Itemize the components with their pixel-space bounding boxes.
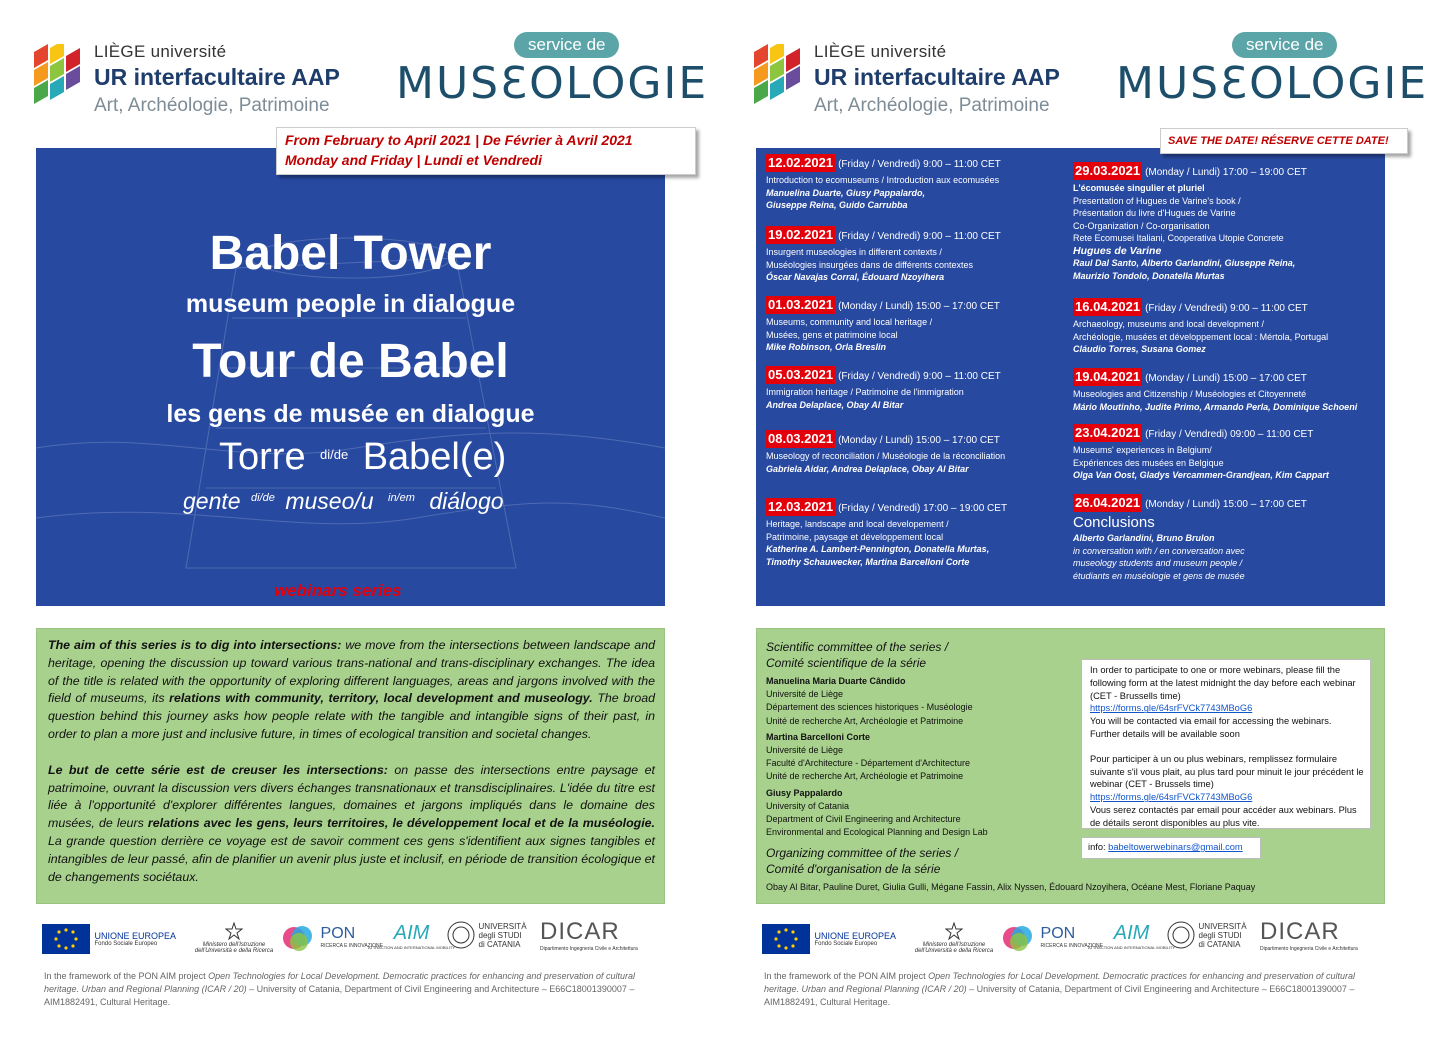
sponsor-bar-right (762, 918, 1382, 960)
event-date: 12.03.2021 (768, 499, 834, 514)
event-10-names: Olga Van Oost, Gladys Vercammen-Grandjean, Kim Cappart (1073, 470, 1329, 480)
event-7-line: Rete Ecomusei Italiani, Cooperativa Utopie Concrete (1073, 233, 1284, 243)
intro-en-text2: The broad question behind this journey asks how people relate with the tangible and intangible signs of their past, in order to plan a more just and inclusive future, in times of ecological transition and societal changes. (48, 691, 656, 741)
event-9 (1073, 368, 1357, 413)
unict-logo-right (1166, 920, 1247, 950)
event-line: Patrimoine, paysage et développement local (766, 531, 944, 542)
info-fr2: Vous serez contactés par email pour accéder aux webinars. Plus de détails seront disponibles au plus vite. (1090, 804, 1357, 828)
eu-logo (42, 924, 176, 954)
footer-right-t2: Open Technologies for Local Development. Democratic practices for enhancing and preservation of cultural heritage. Urban and Regional Planning (ICAR / 20) (764, 971, 1355, 994)
event-7-speaker: Hugues de Varine (1073, 244, 1162, 257)
committee-member (766, 731, 1086, 784)
mail-box (1081, 837, 1261, 859)
hero-panel (36, 148, 665, 606)
event-11-line: étudiants en muséologie et gens de musée (1073, 570, 1245, 581)
event-10-when: (Friday / Vendredi) 09:00 – 11:00 CET (1145, 429, 1314, 440)
footer-left-t3: – University of Catania, Department of Civil Engineering and Architecture – E66C18001390007 – AIM1882491, Cultural Heritage. (44, 984, 635, 1007)
event-9-date: 19.04.2021 (1075, 369, 1141, 384)
event-names: Óscar Navajas Corral, Édouard Nzoyihera (766, 272, 945, 282)
event-names: Timothy Schauwecker, Martina Barcelloni Corte (766, 556, 970, 567)
member-name: Giusy Pappalardo (766, 787, 843, 798)
event-7-line: Presentation of Hugues de Varine's book / (1073, 195, 1241, 206)
pon-label-right: PON (1040, 925, 1076, 942)
right-header (754, 35, 1429, 124)
event-5 (766, 430, 1005, 475)
footer-left-t2: Open Technologies for Local Development. Democratic practices for enhancing and preservation of cultural heritage. Urban and Regional Planning (ICAR / 20) (44, 971, 635, 994)
pon-label: PON (320, 925, 356, 942)
es-inem: in/em (388, 492, 415, 504)
event-7-names: Raul Dal Santo, Alberto Garlandini, Giuseppe Reina, (1073, 258, 1296, 268)
event-when: (Friday / Vendredi) 17:00 – 19:00 CET (838, 503, 1008, 514)
save-date-label: SAVE THE DATE! RÉSERVE CETTE DATE! (1168, 135, 1389, 147)
event-names: Giuseppe Reina, Guido Carrubba (766, 200, 908, 210)
eu-sub-right: Fondo Sociale Europeo (814, 941, 878, 947)
event-6 (766, 498, 1007, 568)
dates-line1: From February to April 2021 | De Février à Avril 2021 (285, 132, 633, 148)
title-fr: Tour de Babel (192, 335, 509, 388)
it-torre: Torre (219, 436, 306, 478)
event-10-date: 23.04.2021 (1075, 425, 1141, 440)
event-names: Gabriela Aidar, Andrea Delaplace, Obay Al Bitar (766, 463, 969, 474)
committee-member (766, 675, 1086, 728)
event-line: Immigration heritage / Patrimoine de l'immigration (766, 387, 964, 397)
ministry-label-right: Ministero dell'Istruzione dell'Università e della Ricerca (914, 942, 994, 954)
aim-sub: ATTRACTION AND INTERNATIONAL MOBILITY (368, 945, 456, 950)
mail-link[interactable]: babeltowerwebinars@gmail.com (1108, 842, 1243, 852)
committee-box (756, 628, 1385, 904)
event-names: Mike Robinson, Orla Breslin (766, 342, 887, 352)
event-line: Museology of reconciliation / Muséologie de la réconciliation (766, 451, 1006, 461)
ministry-emblem-icon-right (945, 922, 963, 940)
event-date: 19.02.2021 (768, 227, 834, 242)
member-name: Martina Barcelloni Corte (766, 731, 871, 742)
eu-flag-icon-right (762, 924, 810, 954)
event-11 (1073, 494, 1307, 582)
unict-seal-icon-right (1166, 920, 1196, 950)
member-line: Unité de recherche Art, Archéologie et Patrimoine (766, 771, 964, 782)
member-name: Manuelina Maria Duarte Cândido (766, 676, 906, 686)
event-7-when: (Monday / Lundi) 17:00 – 19:00 CET (1145, 167, 1307, 178)
event-11-line: in conversation with / en conversation avec (1073, 545, 1245, 556)
sci-heading-2: Comité scientifique de la série (766, 656, 927, 670)
event-10 (1073, 424, 1329, 482)
form-link[interactable]: https://forms.gle/64srFVCk7743MBoG6 (1090, 703, 1253, 714)
event-10-line: Expériences des musées en Belgique (1073, 457, 1224, 468)
event-3 (766, 296, 1000, 354)
intro-fr-bold2: relations avec les gens, leurs territoires, le développement local et de la muséologie. (147, 816, 655, 831)
org-heading-1: Organizing committee of the series / (766, 846, 959, 861)
liege-cube-logo-icon-right (754, 44, 806, 106)
event-line: Musées, gens et patrimoine local (766, 329, 898, 340)
event-7-date: 29.03.2021 (1075, 163, 1141, 178)
intro-fr-text1: on passe des intersections entre paysage et patrimoine, ouvrant la discussion vers divers échanges transnationaux et transdisciplinaires. L'idée du titre est liée à l'opportunité d'explorer différentes langues, domaines et jargons impliqués dans le domaine des musées, de leurs (48, 762, 655, 831)
event-line: Museums, community and local heritage / (766, 317, 933, 327)
unict-seal-icon (446, 920, 476, 950)
committee-column (766, 639, 1086, 877)
unict-l1: UNIVERSITÀ (478, 921, 527, 931)
member-line: Department of Civil Engineering and Architecture (766, 814, 961, 825)
event-names: Manuelina Duarte, Giusy Pappalardo, (766, 187, 926, 198)
intro-box (36, 628, 665, 904)
uni-name-rest-right: université (870, 42, 947, 61)
event-1 (766, 154, 1001, 212)
es-dide: di/de (251, 492, 275, 504)
unict-l3-right: di CATANIA (1198, 939, 1241, 949)
member-line: Environmental and Ecological Planning and Design Lab (766, 827, 988, 838)
event-when: (Monday / Lundi) 15:00 – 17:00 CET (838, 435, 1000, 446)
dicar-label: DICAR (540, 918, 620, 945)
es-dialogo: diálogo (429, 488, 504, 514)
eu-label: UNIONE EUROPEA (94, 931, 177, 941)
eu-flag-icon (42, 924, 90, 954)
ministry-emblem-icon (225, 922, 243, 940)
footer-left (44, 970, 664, 1009)
title-en: Babel Tower (209, 227, 492, 280)
event-11-line: museology students and museum people / (1073, 558, 1243, 568)
event-line: Heritage, landscape and local developement / (766, 519, 949, 529)
event-11-when: (Monday / Lundi) 15:00 – 17:00 CET (1145, 499, 1307, 510)
eu-logo-right (762, 924, 896, 954)
pon-sub-right: RICERCA E INNOVAZIONE (1040, 943, 1103, 949)
event-date: 01.03.2021 (768, 297, 834, 312)
event-9-when: (Monday / Lundi) 15:00 – 17:00 CET (1145, 373, 1307, 384)
intro-en (48, 637, 655, 744)
event-names: Katherine A. Lambert-Pennington, Donatella Murtas, (766, 544, 990, 554)
subtitle-fr: les gens de musée en dialogue (166, 400, 535, 428)
pon-circles-icon (282, 922, 318, 952)
uni-subtitle: Art, Archéologie, Patrimoine (94, 95, 330, 116)
webinars-label: webinars series (274, 581, 402, 600)
uni-unit-right: UR interfacultaire AAP (814, 64, 1060, 90)
dates-line2: Monday and Friday | Lundi et Vendredi (285, 152, 542, 168)
event-7 (1073, 162, 1307, 282)
org-names: Obay Al Bitar, Pauline Duret, Giulia Gulli, Mégane Fassin, Alix Nyssen, Édouard Nzoyihera, Océane Mest, Floriane Paquay (766, 882, 1256, 892)
member-line: Université de Liège (766, 745, 844, 756)
event-date: 05.03.2021 (768, 367, 834, 382)
it-babel: Babel(e) (362, 436, 507, 478)
subtitle-en: museum people in dialogue (185, 290, 516, 318)
event-date: 08.03.2021 (768, 431, 834, 446)
dicar-sub-right: Dipartimento Ingegneria Civile e Architettura (1260, 946, 1358, 952)
info-fr1: Pour participer à un ou plus webinars, remplissez formulaire suivante s'il vous plait, au plus tard pour minuit le jour précédent le webinar (CET - Brussels time) (1090, 753, 1364, 790)
aim-label: AIM (393, 922, 430, 944)
event-line: Introduction to ecomuseums / Introduction aux ecomusées (766, 175, 1000, 185)
event-7-title: L'écomusée singulier et pluriel (1073, 183, 1205, 193)
footer-right-t1: In the framework of the PON AIM project (764, 971, 929, 981)
sponsor-bar-left (42, 918, 662, 960)
it-dide: di/de (320, 447, 349, 462)
dicar-sub: Dipartimento Ingegneria Civile e Architettura (540, 946, 638, 952)
museologie-logo: MUSƐOLOGIE (396, 58, 709, 109)
member-line: Université de Liège (766, 689, 844, 700)
ministry-label: Ministero dell'Istruzione dell'Università e della Ricerca (194, 942, 274, 954)
event-7-line: Présentation du livre d'Hugues de Varine (1073, 208, 1236, 218)
uni-subtitle-right: Art, Archéologie, Patrimoine (814, 95, 1050, 116)
info-en1: In order to participate to one or more webinars, please fill the following form at the latest midnight the day before each webinar (CET - Brussells time) (1090, 665, 1356, 701)
member-line: Faculté d'Architecture - Département d'Architecture (766, 758, 971, 769)
eu-label-right: UNIONE EUROPEA (814, 931, 897, 941)
event-when: (Friday / Vendredi) 9:00 – 11:00 CET (838, 371, 1001, 382)
event-when: (Friday / Vendredi) 9:00 – 11:00 CET (838, 159, 1001, 170)
uni-name-bold: LIÈGE (94, 42, 146, 61)
event-11-title: Conclusions (1073, 514, 1155, 531)
ministry-logo-right (912, 922, 996, 954)
uni-name-bold-right: LIÈGE (814, 42, 866, 61)
aim-logo (368, 922, 455, 950)
pon-sub: RICERCA E INNOVAZIONE (320, 943, 383, 949)
event-9-names: Mário Moutinho, Judite Primo, Armando Perla, Dominique Schoeni (1073, 401, 1358, 412)
dicar-label-right: DICAR (1260, 918, 1340, 945)
ministry-logo (192, 922, 276, 954)
pon-circles-icon-right (1002, 922, 1038, 952)
uni-name-rest: université (150, 42, 227, 61)
event-9-line: Museologies and Citizenship / Muséologies et Citoyenneté (1073, 389, 1307, 399)
footer-right (764, 970, 1384, 1009)
member-line: University of Catania (766, 800, 850, 811)
eu-sub: Fondo Sociale Europeo (94, 941, 158, 947)
event-names: Andrea Delaplace, Obay Al Bitar (766, 399, 904, 410)
footer-right-t3: – University of Catania, Department of Civil Engineering and Architecture – E66C18001390007 – AIM1882491, Cultural Heritage. (764, 984, 1355, 1007)
intro-en-bold1: The aim of this series is to dig into intersections: (48, 638, 342, 652)
event-10-line: Museums' experiences in Belgium/ (1073, 445, 1212, 455)
unict-l2-right: degli STUDI (1198, 930, 1242, 940)
committee-member (766, 787, 1086, 840)
event-date: 12.02.2021 (768, 155, 834, 170)
event-line: Muséologies insurgées dans de différents contextes (766, 259, 973, 270)
dates-box (276, 127, 696, 175)
footer-left-t1: In the framework of the PON AIM project (44, 971, 209, 981)
mail-label: info: (1088, 842, 1109, 852)
dicar-logo-right (1260, 918, 1358, 952)
event-4 (766, 366, 1001, 411)
event-2 (766, 226, 1001, 284)
info-en2: You will be contacted via email for accessing the webinars. Further details will be available soon (1090, 716, 1332, 739)
liege-cube-logo-icon (34, 44, 86, 106)
intro-en-text1: we move from the intersections between landscape and heritage, opening the discussion up toward various trans-national and trans-disciplinary exchanges. The idea of the title is related with the opportunity of exploring different languages, areas and jargons involved with the field of museums, its (48, 638, 655, 706)
aim-sub-right: ATTRACTION AND INTERNATIONAL MOBILITY (1088, 945, 1176, 950)
unict-l2: degli STUDI (478, 930, 522, 940)
title-it (219, 436, 506, 479)
intro-fr-bold1: Le but de cette série est de creuser les intersections: (48, 762, 388, 777)
intro-fr-text2: La grande question derrière ce voyage est de savoir comment ces gens s'identifient aux signes tangibles et intangibles de leur passé, afin de planifier un avenir plus juste et inclusif, en période de transition écologique et de changements sociétaux. (48, 833, 655, 884)
event-7-line: Co-Organization / Co-organisation (1073, 220, 1210, 231)
es-gente: gente (183, 488, 241, 514)
intro-fr (48, 762, 655, 887)
title-es (183, 488, 504, 515)
es-museo: museo/u (285, 488, 374, 514)
service-badge-right: service de (1232, 32, 1337, 58)
form-link-fr[interactable]: https://forms.gle/64srFVCk7743MBoG6 (1090, 792, 1253, 803)
save-date-box (1160, 128, 1408, 154)
left-header (34, 35, 709, 124)
aim-logo-right (1088, 922, 1175, 950)
aim-label-right: AIM (1113, 922, 1150, 944)
member-line: Unité de recherche Art, Archéologie et Patrimoine (766, 715, 964, 726)
org-heading-2: Comité d'organisation de la série (766, 862, 941, 877)
event-11-date: 26.04.2021 (1075, 495, 1141, 510)
museologie-logo-right: MUSƐOLOGIE (1116, 58, 1429, 109)
event-when: (Monday / Lundi) 15:00 – 17:00 CET (838, 301, 1000, 312)
event-8-line: Archéologie, musées et développement local : Mértola, Portugal (1073, 331, 1329, 342)
unict-l1-right: UNIVERSITÀ (1198, 921, 1247, 931)
service-badge: service de (514, 32, 619, 58)
committee-members (766, 675, 1086, 839)
dicar-logo (540, 918, 638, 952)
program-panel (756, 148, 1385, 606)
event-line: Insurgent museologies in different contexts / (766, 247, 942, 257)
event-8 (1073, 298, 1328, 356)
event-8-line: Archaeology, museums and local development / (1073, 319, 1264, 329)
intro-en-bold2: relations with community, territory, local development and museology. (169, 691, 593, 706)
event-when: (Friday / Vendredi) 9:00 – 11:00 CET (838, 231, 1001, 242)
info-box (1081, 659, 1371, 829)
event-7-names: Maurizio Tondolo, Donatella Murtas (1073, 270, 1225, 281)
event-8-date: 16.04.2021 (1075, 299, 1141, 314)
sci-heading-1: Scientific committee of the series / (766, 640, 949, 654)
event-8-when: (Friday / Vendredi) 9:00 – 11:00 CET (1145, 303, 1308, 314)
event-11-names: Alberto Garlandini, Bruno Brulon (1073, 533, 1215, 543)
unict-logo (446, 920, 527, 950)
unict-l3: di CATANIA (478, 939, 521, 949)
member-line: Département des sciences historiques - Muséologie (766, 702, 973, 713)
event-8-names: Cláudio Torres, Susana Gomez (1073, 344, 1206, 354)
uni-unit: UR interfacultaire AAP (94, 64, 340, 90)
